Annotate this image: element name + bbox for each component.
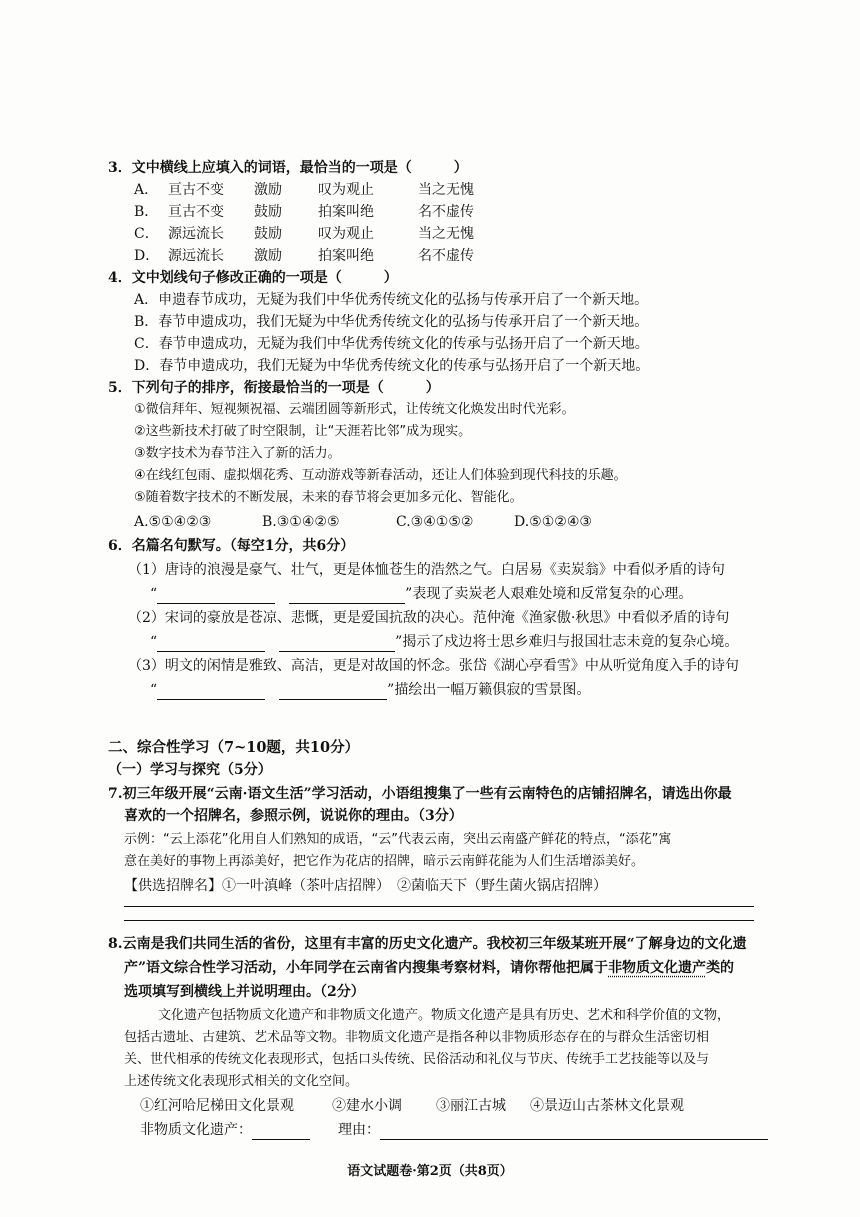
section-2-title: 二、综合性学习（7~10题，共10分） — [108, 739, 360, 756]
option-word: 亘古不变 — [168, 204, 224, 220]
answer-blank[interactable] — [279, 685, 387, 700]
option-label: B． — [134, 204, 159, 220]
q5-choice-c: C.③④①⑤② — [396, 514, 474, 530]
q8-reason-blank[interactable] — [380, 1125, 768, 1140]
option-word: 亘古不变 — [168, 182, 224, 198]
q8-option-2: ②建水小调 — [332, 1098, 402, 1114]
q6-item-2-tail: ”揭示了戍边将士思乡难归与报国壮志未竟的复杂心境。 — [395, 634, 739, 650]
answer-blank[interactable] — [157, 637, 265, 652]
q8-stem-text: 产”语文综合性学习活动，小年同学在云南省内搜集考察材料，请你帮他把属于 — [124, 960, 609, 976]
q6-item-1-text: （1）唐诗的浪漫是豪气、壮气，更是体恤苍生的浩然之气。白居易《卖炭翁》中看似矛盾的诗句 — [128, 562, 725, 578]
q4-option-a: A．申遗春节成功，无疑为我们中华优秀传统文化的弘扬与传承开启了一个新天地。 — [134, 292, 649, 308]
option-word: 鼓励 — [254, 204, 282, 220]
q5-sentence-3: ③数字技术为春节注入了新的活力。 — [134, 446, 341, 461]
option-word: 源远流长 — [168, 226, 224, 242]
answer-blank[interactable] — [157, 589, 275, 604]
q6-item-3-answer — [150, 680, 590, 700]
q5-choice-a: A.⑤①④②③ — [134, 514, 212, 530]
q8-stem-line-2 — [124, 958, 734, 978]
open-quote: “ — [150, 586, 158, 602]
q5-choice-d: D.⑤①②④③ — [514, 514, 592, 530]
q3-option-c — [134, 224, 474, 244]
option-label: A． — [134, 182, 159, 198]
q8-options — [140, 1096, 684, 1116]
q8-stem-text: 类的 — [706, 960, 735, 976]
option-word: 叹为观止 — [318, 182, 374, 198]
answer-blank[interactable] — [279, 637, 395, 652]
q6-item-2-answer — [150, 632, 738, 652]
q8-material-line-3: 关、世代相承的传统文化表现形式，包括口头传统、民俗活动和礼仪与节庆、传统手工艺技能等以及与 — [124, 1052, 710, 1067]
q7-answer-line-1[interactable] — [124, 906, 754, 907]
q3-option-d — [134, 246, 474, 266]
option-word: 拍案叫绝 — [318, 248, 374, 264]
q4-stem: 4．文中划线句子修改正确的一项是（ ） — [108, 270, 398, 286]
option-word: 名不虚传 — [418, 248, 474, 264]
q5-sentence-4: ④在线红包雨、虚拟烟花秀、互动游戏等新春活动，还让人们体验到现代科技的乐趣。 — [134, 468, 627, 483]
option-word: 当之无愧 — [418, 182, 474, 198]
q7-stem-line-2: 喜欢的一个招牌名，参照示例，说说你的理由。（3分） — [124, 808, 463, 824]
q8-material-line-1: 文化遗产包括物质文化遗产和非物质文化遗产。物质文化遗产是具有历史、艺术和科学价值的文物， — [158, 1008, 731, 1023]
option-word: 源远流长 — [168, 248, 224, 264]
q3-option-b — [134, 202, 474, 222]
q3-stem: 3．文中横线上应填入的词语，最恰当的一项是（ ） — [108, 160, 468, 176]
q6-item-1-answer — [150, 584, 692, 604]
q8-stem-line-1: 8.云南是我们共同生活的省份，这里有丰富的历史文化遗产。我校初三年级某班开展“了解身边的文化遗 — [108, 936, 747, 952]
q6-item-3-text: （3）明文的闲情是雅致、高洁，更是对故国的怀念。张岱《湖心亭看雪》中从听觉角度入手的诗句 — [128, 658, 739, 674]
option-word: 鼓励 — [254, 226, 282, 242]
q8-answer-row — [140, 1120, 768, 1140]
q8-material-line-2: 包括古遗址、古建筑、艺术品等文物。非物质文化遗产是指各种以非物质形态存在的与群众生活密切相 — [124, 1030, 710, 1045]
q6-item-2-text: （2）宋词的豪放是苍凉、悲慨，更是爱国抗敌的决心。范仲淹《渔家傲·秋思》中看似矛盾的诗句 — [128, 610, 730, 626]
option-label: D． — [134, 248, 160, 264]
q8-reason-label: 理由： — [338, 1122, 380, 1138]
answer-blank[interactable] — [157, 685, 265, 700]
q8-material-line-4: 上述传统文化表现形式相关的文化空间。 — [124, 1074, 359, 1089]
q3-option-a — [134, 180, 474, 200]
q5-choice-b: B.③①④②⑤ — [262, 514, 340, 530]
q7-choices: 【供选招牌名】①一叶滇峰（茶叶店招牌） ②菌临天下（野生菌火锅店招牌） — [124, 878, 607, 894]
option-label: C． — [134, 226, 159, 242]
option-word: 激励 — [254, 248, 282, 264]
q8-answer-blank[interactable] — [252, 1125, 310, 1140]
q8-answer-label: 非物质文化遗产： — [140, 1122, 252, 1138]
option-word: 拍案叫绝 — [318, 204, 374, 220]
page-footer: 语文试题卷·第2页（共8页） — [347, 1164, 513, 1179]
q6-item-1-tail: ”表现了卖炭老人艰难处境和反常复杂的心理。 — [405, 586, 693, 602]
q5-sentence-2: ②这些新技术打破了时空限制，让“天涯若比邻”成为现实。 — [134, 424, 472, 439]
q4-option-c: C．春节申遗成功，无疑为我们中华优秀传统文化的传承与弘扬开启了一个新天地。 — [134, 336, 649, 352]
option-word: 名不虚传 — [418, 204, 474, 220]
q8-option-1: ①红河哈尼梯田文化景观 — [140, 1098, 294, 1114]
open-quote: “ — [150, 682, 158, 698]
q7-example-line-1: 示例：“云上添花”化用自人们熟知的成语，“云”代表云南，突出云南盛产鲜花的特点，“添花”寓 — [124, 832, 672, 847]
section-2-subtitle: （一）学习与探究（5分） — [108, 762, 272, 778]
q8-emphasis: 非物质文化遗产 — [608, 960, 707, 976]
q6-stem: 6．名篇名句默写。（每空1分，共6分） — [108, 538, 355, 554]
q8-option-4: ④景迈山古茶林文化景观 — [530, 1098, 684, 1114]
q5-sentence-1: ①微信拜年、短视频祝福、云端团圆等新形式，让传统文化焕发出时代光彩。 — [134, 402, 575, 417]
q8-stem-line-3: 选项填写到横线上并说明理由。（2分） — [124, 984, 365, 1000]
open-quote: “ — [150, 634, 158, 650]
q5-choices — [134, 512, 592, 532]
q8-option-3: ③丽江古城 — [436, 1098, 506, 1114]
q7-stem-line-1: 7.初三年级开展“云南·语文生活”学习活动，小语组搜集了一些有云南特色的店铺招牌名，请选出你最 — [108, 786, 732, 802]
option-word: 激励 — [254, 182, 282, 198]
q5-sentence-5: ⑤随着数字技术的不断发展，未来的春节将会更加多元化、智能化。 — [134, 490, 523, 505]
option-word: 叹为观止 — [318, 226, 374, 242]
q7-example-line-2: 意在美好的事物上再添美好，把它作为花店的招牌，暗示云南鲜花能为人们生活增添美好。 — [124, 854, 645, 869]
q5-stem: 5．下列句子的排序，衔接最恰当的一项是（ ） — [108, 380, 440, 396]
q7-answer-line-2[interactable] — [124, 920, 754, 921]
answer-blank[interactable] — [289, 589, 405, 604]
q4-option-d: D．春节申遗成功，我们无疑为中华优秀传统文化的传承与弘扬开启了一个新天地。 — [134, 358, 650, 374]
option-word: 当之无愧 — [418, 226, 474, 242]
q4-option-b: B．春节申遗成功，我们无疑为中华优秀传统文化的弘扬与传承开启了一个新天地。 — [134, 314, 649, 330]
q6-item-3-tail: ”描绘出一幅万籁俱寂的雪景图。 — [387, 682, 591, 698]
